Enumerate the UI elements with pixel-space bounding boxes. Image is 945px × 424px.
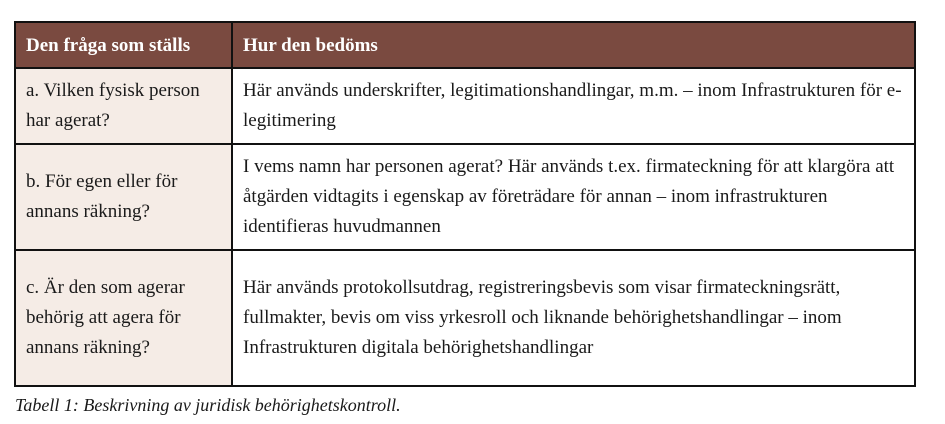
question-cell: b. För egen eller för annans räkning? [15, 144, 232, 250]
header-assessment: Hur den bedöms [232, 22, 915, 68]
table-row [15, 68, 915, 144]
assessment-cell: Här används underskrifter, legitimationshandlingar, m.m. – inom Infrastrukturen för e-legitimering [232, 68, 915, 144]
table-header-row [15, 22, 915, 68]
assessment-cell: I vems namn har personen agerat? Här används t.ex. firmateckning för att klargöra att åtgärden vidtagits i egenskap av företrädare för annan – inom infrastrukturen identifieras huvudmannen [232, 144, 915, 250]
question-cell: a. Vilken fysisk person har agerat? [15, 68, 232, 144]
header-question: Den fråga som ställs [15, 22, 232, 68]
table-caption: Tabell 1: Beskrivning av juridisk behörighetskontroll. [15, 395, 401, 415]
table-row [15, 250, 915, 386]
authority-check-table [14, 21, 916, 387]
question-cell: c. Är den som agerar behörig att agera för annans räkning? [15, 250, 232, 386]
table-row [15, 144, 915, 250]
assessment-cell: Här används protokollsutdrag, registreringsbevis som visar firmateckningsrätt, fullmakter, bevis om viss yrkesroll och liknande behörighetshandlingar – inom Infrastrukturen digitala behörighetshandlingar [232, 250, 915, 386]
